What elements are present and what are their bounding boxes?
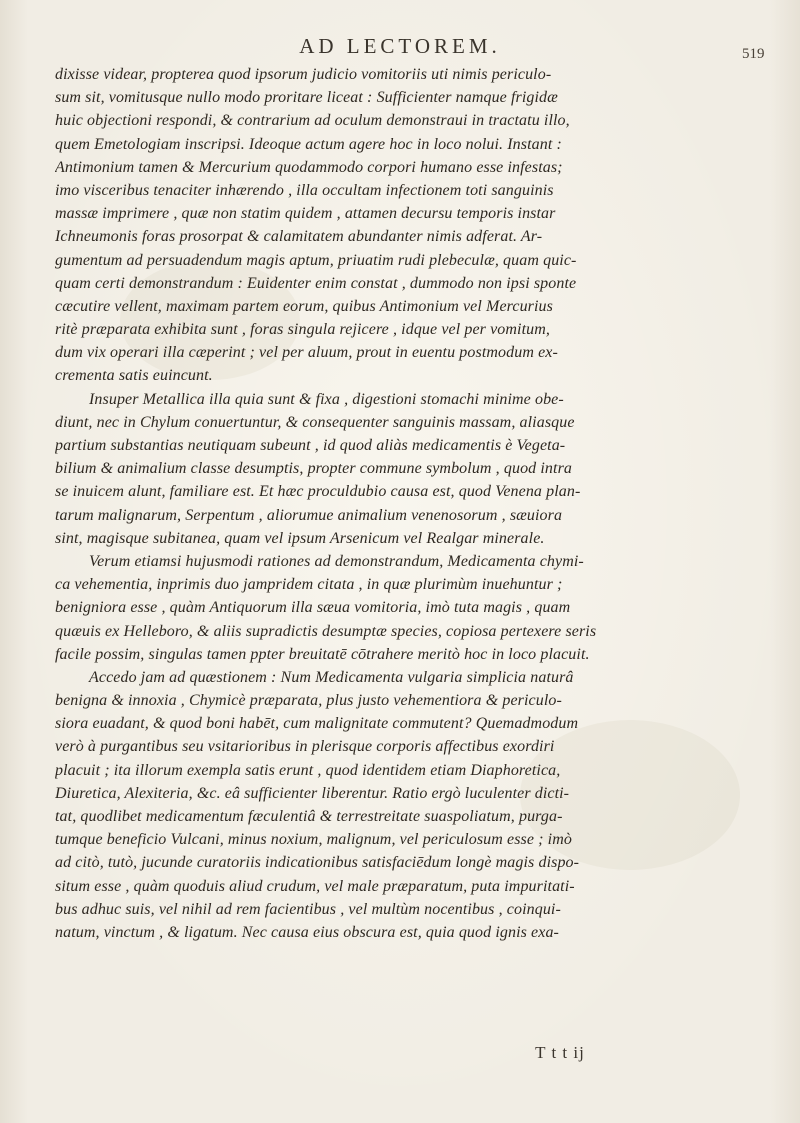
text-line: situm esse , quàm quoduis aliud crudum, vel male præparatum, puta impuritati- bbox=[55, 877, 575, 895]
signature-mark: T t t ij bbox=[535, 1043, 585, 1062]
text-line: sint, magisque subitanea, quam vel ipsum Arsenicum vel Realgar minerale. bbox=[55, 529, 545, 547]
text-line: ritè præparata exhibita sunt , foras singula rejicere , idque vel per vomitum, bbox=[55, 321, 551, 339]
text-line: benigniora esse , quàm Antiquorum illa sæua vomitoria, imò tuta magis , quam bbox=[55, 599, 571, 617]
text-line: diunt, nec in Chylum conuertuntur, & consequenter sanguinis massam, aliasque bbox=[55, 413, 575, 431]
text-line: cæcutire vellent, maximam partem eorum, quibus Antimonium vel Mercurius bbox=[55, 297, 553, 315]
text-line: tarum malignarum, Serpentum , aliorumue animalium venenosorum , sæuiora bbox=[55, 506, 563, 524]
text-line: Ichneumonis foras prosorpat & calamitatem abundanter nimis adferat. Ar- bbox=[55, 228, 543, 246]
text-line: tumque beneficio Vulcani, minus noxium, malignum, vel periculosum esse ; imò bbox=[55, 831, 572, 849]
text-line: partium substantias neutiquam subeunt , id quod aliàs medicamentis è Vegeta- bbox=[55, 437, 566, 454]
text-line: siora euadant, & quod boni habēt, cum malignitate commutent? Quemadmodum bbox=[55, 715, 579, 733]
text-line: gumentum ad persuadendum magis aptum, priuatim rudi plebeculæ, quam quic- bbox=[55, 251, 577, 269]
text-line: verò à purgantibus seu vsitarioribus in plerisque corporis affectibus exordiri bbox=[55, 738, 555, 756]
text-line: massæ imprimere , quæ non statim quidem , attamen decursu temporis instar bbox=[55, 205, 556, 223]
text-line: Antimonium tamen & Mercurium quodammodo corpori humano esse infestas; bbox=[55, 158, 563, 176]
text-line: imo visceribus tenaciter inhærendo , illa occultam infectionem toti sanguinis bbox=[55, 181, 554, 199]
text-line: bilium & animalium classe desumptis, propter commune symbolum , quod intra bbox=[55, 460, 573, 478]
text-line: Diuretica, Alexiteria, &c. eâ sufficienter liberentur. Ratio ergò luculenter dicti- bbox=[55, 784, 570, 802]
page-number: 519 bbox=[742, 46, 765, 62]
text-line: benigna & innoxia , Chymicè præparata, plus justo vehementiora & periculo- bbox=[55, 692, 562, 710]
running-head: AD LECTOREM. bbox=[299, 34, 501, 58]
text-line: bus adhuc suis, vel nihil ad rem facientibus , vel multùm nocentibus , coinqui- bbox=[55, 900, 561, 918]
paragraph-start-line: Verum etiamsi hujusmodi rationes ad demonstrandum, Medicamenta chymi- bbox=[89, 552, 584, 570]
text-line: tat, quodlibet medicamentum fæculentiâ & terrestreitate suaspoliatum, purga- bbox=[55, 808, 563, 825]
text-line: huic objectioni respondi, & contrarium ad oculum demonstraui in tractatu illo, bbox=[55, 112, 570, 130]
text-line: sum sit, vomitusque nullo modo proritare liceat : Sufficienter namque frigidæ bbox=[55, 89, 558, 107]
text-line: quæuis ex Helleboro, & aliis supradictis desumptæ species, copiosa pertexere seris bbox=[55, 622, 597, 640]
text-line: se inuicem alunt, familiare est. Et hæc proculdubio causa est, quod Venena plan- bbox=[55, 483, 581, 501]
text-line: facile possim, singulas tamen ppter breuitatē cōtrahere meritò hoc in loco placuit. bbox=[55, 645, 590, 663]
paragraph-start-line: Accedo jam ad quæstionem : Num Medicamenta vulgaria simplicia naturâ bbox=[89, 668, 574, 686]
text-line: ad citò, tutò, jucunde curatoriis indicationibus satisfaciēdum longè magis dispo- bbox=[55, 854, 580, 872]
text-line: placuit ; ita illorum exempla satis erunt , quod identidem etiam Diaphoretica, bbox=[55, 761, 561, 779]
paragraph-start-line: Insuper Metallica illa quia sunt & fixa , digestioni stomachi minime obe- bbox=[89, 390, 564, 408]
text-line: quam certi demonstrandum : Euidenter enim constat , dummodo non ipsi sponte bbox=[55, 274, 577, 292]
text-line: ca vehementia, inprimis duo jampridem citata , in quæ plurimùm inuehuntur ; bbox=[55, 576, 563, 594]
text-line: dixisse videar, propterea quod ipsorum judicio vomitoriis uti nimis periculo- bbox=[55, 66, 552, 83]
text-line: crementa satis euincunt. bbox=[55, 367, 213, 385]
text-line: dum vix operari illa cæperint ; vel per aluum, prout in euentu postmodum ex- bbox=[55, 344, 558, 362]
text-line: natum, vinctum , & ligatum. Nec causa eius obscura est, quia quod ignis exa- bbox=[55, 923, 559, 941]
text-line: quem Emetologiam inscripsi. Ideoque actum agere hoc in loco nolui. Instant : bbox=[55, 135, 562, 153]
body-text bbox=[55, 63, 775, 944]
